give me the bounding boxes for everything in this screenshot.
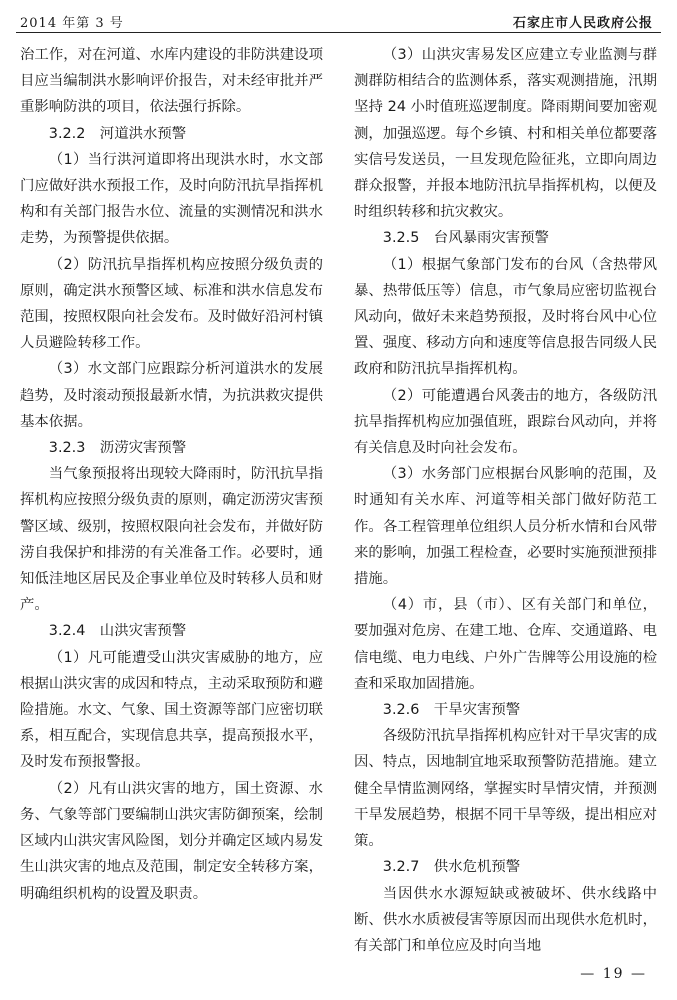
section-heading: 3.2.6 干旱灾害预警 [382,702,521,719]
section-heading: 3.2.3 沥涝灾害预警 [48,440,187,457]
left-column [20,42,323,907]
paragraph: （2）防汛抗旱指挥机构应按照分级负责的原则，确定洪水预警区域、标准和洪水信息发布范围，按照权限向社会发布。及时做好沿河村镇人员避险转移工作。 [20,256,323,352]
paragraph: 当因供水水源短缺或被破坏、供水线路中断、供水水质被侵害等原因而出现供水危机时，有关部门和单位应及时向当地 [354,885,657,954]
paragraph: （1）当行洪河道即将出现洪水时，水文部门应做好洪水预报工作，及时向防汛抗旱指挥机构和有关部门报告水位、流量的实测情况和洪水走势，为预警提供依据。 [20,151,323,247]
page-number: — 19 — [580,966,647,982]
paragraph: 各级防汛抗旱指挥机构应针对干旱灾害的成因、特点，因地制宜地采取预警防范措施。建立健全旱情监测网络，掌握实时旱情灾情，并预测干旱发展趋势，根据不同干旱等级，提出相应对策。 [354,728,657,850]
paragraph: （1）凡可能遭受山洪灾害威胁的地方，应根据山洪灾害的成因和特点，主动采取预防和避险措施。水文、气象、国土资源等部门应密切联系，相互配合，实现信息共享，提高预报水平，及时发布预报警报。 [20,649,323,771]
section-heading: 3.2.5 台风暴雨灾害预警 [382,230,549,247]
right-column [354,42,657,959]
paragraph: （2）凡有山洪灾害的地方，国土资源、水务、气象等部门要编制山洪灾害防御预案，绘制区域内山洪灾害风险图，划分并确定区域内易发生山洪灾害的地点及范围，制定安全转移方案，明确组织机构的设置及职责。 [20,780,323,902]
header-divider [16,32,661,33]
section-heading: 3.2.7 供水危机预警 [382,859,521,876]
paragraph: （3）水务部门应根据台风影响的范围，及时通知有关水库、河道等相关部门做好防范工作。各工程管理单位组织人员分析水情和台风带来的影响，加强工程检查，必要时实施预泄预排措施。 [354,466,657,588]
paragraph: （4）市，县（市）、区有关部门和单位，要加强对危房、在建工地、仓库、交通道路、电信电缆、电力电线、户外广告牌等公用设施的检查和采取加固措施。 [354,597,657,692]
paragraph: 当气象预报将出现较大降雨时，防汛抗旱指挥机构应按照分级负责的原则，确定沥涝灾害预警区域、级别，按照权限向社会发布，并做好防涝自我保护和排涝的有关准备工作。必要时，通知低洼地区居民及企事业单位及时转移人员和财产。 [20,466,323,614]
section-heading: 3.2.4 山洪灾害预警 [48,623,187,640]
paragraph: 治工作，对在河道、水库内建设的非防洪建设项目应当编制洪水影响评价报告，对未经审批并严重影响防洪的项目，依法强行拆除。 [20,47,323,116]
section-heading: 3.2.2 河道洪水预警 [48,125,187,142]
page-header [0,0,677,36]
paragraph: （3）山洪灾害易发区应建立专业监测与群测群防相结合的监测体系，落实观测措施，汛期坚持 24 小时值班巡逻制度。降雨期间要加密观测，加强巡逻。每个乡镇、村和相关单位都要落实信号发送员，一旦发现危险征兆，立即向周边群众报警，并报本地防汛抗旱指挥机构，以便及时组织转移和抗灾救灾。 [354,47,657,221]
paragraph: （2）可能遭遇台风袭击的地方，各级防汛抗旱指挥机构应加强值班，跟踪台风动向，并将有关信息及时向社会发布。 [354,387,657,457]
issue-label: 2014 年第 3 号 [20,16,124,31]
paragraph: （1）根据气象部门发布的台风（含热带风暴、热带低压等）信息，市气象局应密切监视台风动向，做好未来趋势预报，及时将台风中心位置、强度、移动方向和速度等信息报告同级人民政府和防汛抗旱指挥机构。 [354,256,657,378]
publication-title: 石家庄市人民政府公报 [512,16,653,31]
paragraph: （3）水文部门应跟踪分析河道洪水的发展趋势，及时滚动预报最新水情，为抗洪救灾提供基本依据。 [20,361,323,430]
